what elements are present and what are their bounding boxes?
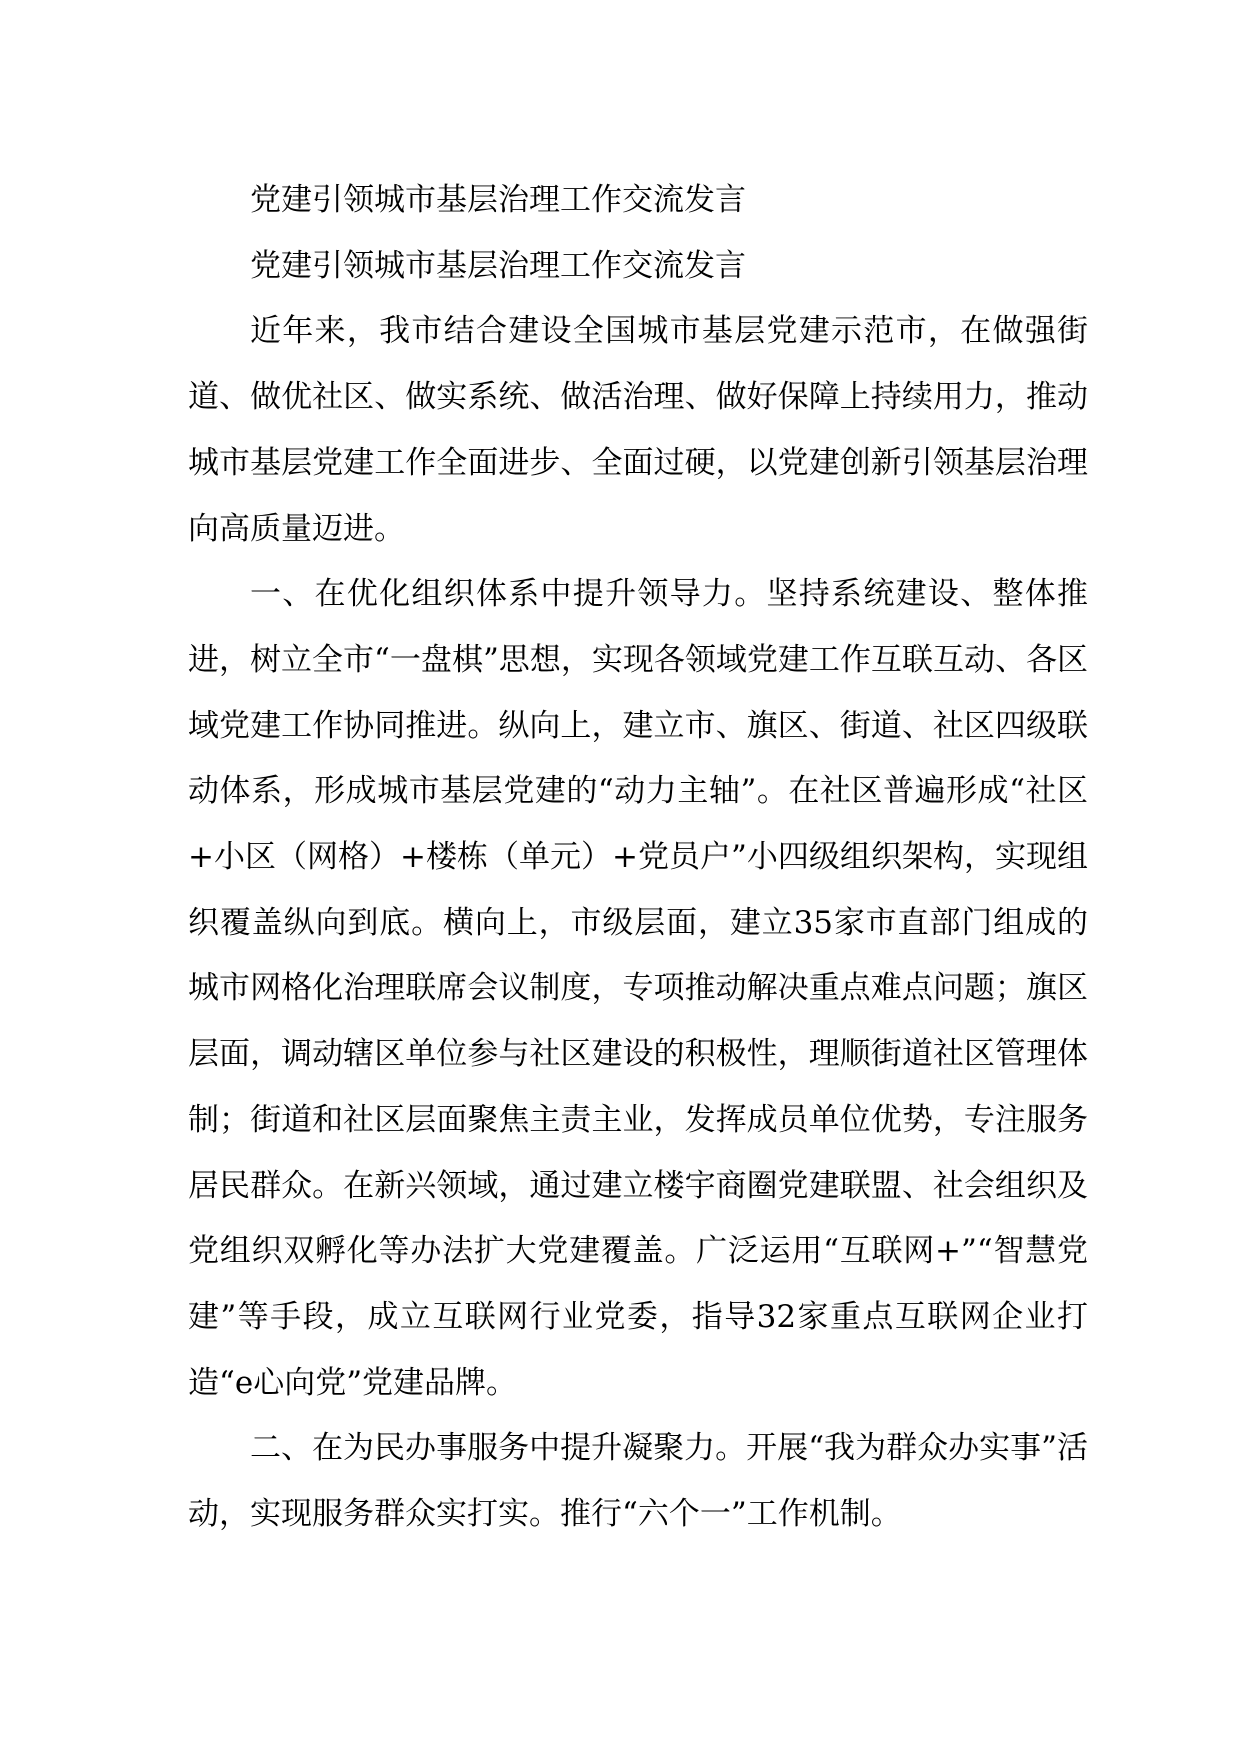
paragraph-section-two: 二、在为民办事服务中提升凝聚力。开展“我为群众办实事”活动，实现服务群众实打实。推行“六个一”工作机制。 xyxy=(188,1430,1088,1533)
document-page xyxy=(188,168,1088,1548)
document-subtitle: 党建引领城市基层治理工作交流发言 xyxy=(250,247,746,284)
paragraph-intro: 近年来，我市结合建设全国城市基层党建示范市，在做强街道、做优社区、做实系统、做活治理、做好保障上持续用力，推动城市基层党建工作全面进步、全面过硬，以党建创新引领基层治理向高质量迈进。 xyxy=(188,313,1088,547)
document-title: 党建引领城市基层治理工作交流发言 xyxy=(250,182,746,218)
paragraph-section-one: 一、在优化组织体系中提升领导力。坚持系统建设、整体推进，树立全市“一盘棋”思想，实现各领域党建工作互联互动、各区域党建工作协同推进。纵向上，建立市、旗区、街道、社区四级联动体系，形成城市基层党建的“动力主轴”。在社区普遍形成“社区+小区（网格）+楼栋（单元）+党员户”小四级组织架构，实现组织覆盖纵向到底。横向上，市级层面，建立35家市直部门组成的城市网格化治理联席会议制度，专项推动解决重点难点问题；旗区层面，调动辖区单位参与社区建设的积极性，理顺街道社区管理体制；街道和社区层面聚焦主责主业，发挥成员单位优势，专注服务居民群众。在新兴领域，通过建立楼宇商圈党建联盟、社会组织及党组织双孵化等办法扩大党建覆盖。广泛运用“互联网+”“智慧党建”等手段，成立互联网行业党委，指导32家重点互联网企业打造“e心向党”党建品牌。 xyxy=(188,576,1088,1401)
